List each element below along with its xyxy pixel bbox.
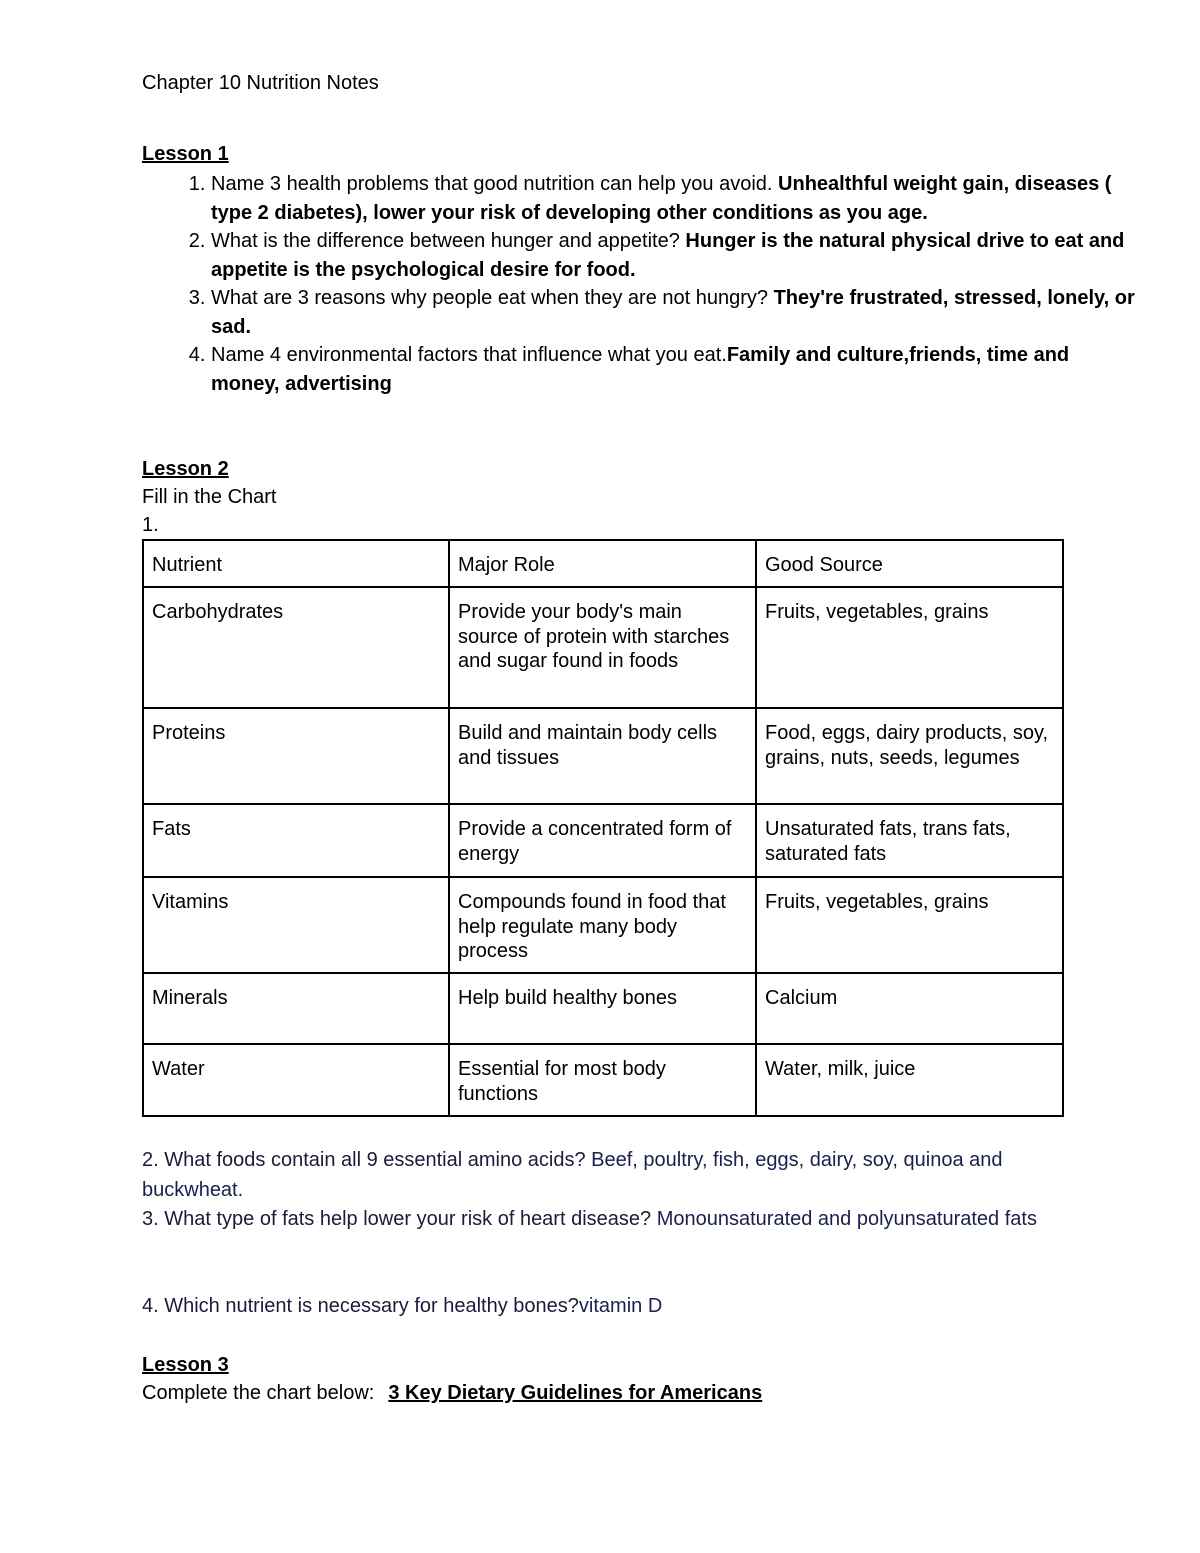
answer-text: Unhealthful weight gain, diseases ( type 2 diabetes), lower your risk of developing other conditions as you age. xyxy=(211,173,1112,224)
table-cell: Fruits, vegetables, grains xyxy=(756,877,1063,973)
answer-text: Monounsaturated and polyunsaturated fats xyxy=(656,1208,1037,1230)
document-title: Chapter 10 Nutrition Notes xyxy=(142,72,379,94)
answer-text: They're frustrated, stressed, lonely, or sad. xyxy=(211,287,1135,338)
table-cell: Carbohydrates xyxy=(143,587,449,708)
table-cell: Essential for most body functions xyxy=(449,1044,756,1116)
lesson-2-instruction: Fill in the Chart xyxy=(142,486,277,508)
question-2 xyxy=(142,1146,1072,1205)
lesson-1-questions xyxy=(142,170,1141,398)
nutrient-table xyxy=(142,539,1064,1117)
guidelines-title: 3 Key Dietary Guidelines for Americans xyxy=(388,1382,763,1404)
table-cell: Water, milk, juice xyxy=(756,1044,1063,1116)
lesson-3-instruction: Complete the chart below: xyxy=(142,1382,375,1404)
question-text: Name 4 environmental factors that influence what you eat. xyxy=(211,344,727,366)
table-row xyxy=(143,973,1063,1044)
table-row xyxy=(143,1044,1063,1116)
list-item xyxy=(211,341,1141,398)
table-cell: Unsaturated fats, trans fats, saturated fats xyxy=(756,804,1063,877)
table-cell: Fruits, vegetables, grains xyxy=(756,587,1063,708)
answer-text: Hunger is the natural physical drive to eat and appetite is the psychological desire for food. xyxy=(211,230,1125,281)
table-cell: Calcium xyxy=(756,973,1063,1044)
chart-item-number: 1. xyxy=(142,514,159,536)
answer-text: Beef, poultry, fish, eggs, dairy, soy, quinoa and buckwheat. xyxy=(142,1149,1003,1201)
question-text: Name 3 health problems that good nutrition can help you avoid. xyxy=(211,173,779,195)
table-cell: Build and maintain body cells and tissues xyxy=(449,708,756,804)
lesson-3-instruction-line xyxy=(142,1380,762,1406)
question-text: What are 3 reasons why people eat when they are not hungry? xyxy=(211,287,774,309)
lesson-3-heading: Lesson 3 xyxy=(142,1354,229,1376)
table-row xyxy=(143,877,1063,973)
table-cell: Fats xyxy=(143,804,449,877)
question-text: What is the difference between hunger and appetite? xyxy=(211,230,686,252)
table-cell: Provide a concentrated form of energy xyxy=(449,804,756,877)
question-text: 3. What type of fats help lower your risk of heart disease? xyxy=(142,1208,657,1230)
answer-text: vitamin D xyxy=(578,1295,663,1317)
question-text: 4. Which nutrient is necessary for healthy bones? xyxy=(142,1295,579,1317)
table-cell: Minerals xyxy=(143,973,449,1044)
header-cell: Good Source xyxy=(756,540,1063,587)
table-row xyxy=(143,708,1063,804)
table-cell: Compounds found in food that help regulate many body process xyxy=(449,877,756,973)
header-cell: Nutrient xyxy=(143,540,449,587)
table-cell: Help build healthy bones xyxy=(449,973,756,1044)
question-3 xyxy=(142,1205,1072,1235)
lesson-1-heading: Lesson 1 xyxy=(142,143,229,165)
table-cell: Water xyxy=(143,1044,449,1116)
list-item xyxy=(211,227,1141,284)
answer-text: Family and culture,friends, time and money, advertising xyxy=(211,344,1070,395)
list-item xyxy=(211,170,1141,227)
table-row xyxy=(143,587,1063,708)
table-row xyxy=(143,804,1063,877)
list-item xyxy=(211,284,1141,341)
table-cell: Provide your body's main source of protein with starches and sugar found in foods xyxy=(449,587,756,708)
table-header-row xyxy=(143,540,1063,587)
question-4 xyxy=(142,1292,1072,1322)
question-text: 2. What foods contain all 9 essential amino acids? xyxy=(142,1149,592,1171)
lesson-2-heading: Lesson 2 xyxy=(142,458,229,480)
header-cell: Major Role xyxy=(449,540,756,587)
table-cell: Proteins xyxy=(143,708,449,804)
table-cell: Food, eggs, dairy products, soy, grains, nuts, seeds, legumes xyxy=(756,708,1063,804)
table-cell: Vitamins xyxy=(143,877,449,973)
